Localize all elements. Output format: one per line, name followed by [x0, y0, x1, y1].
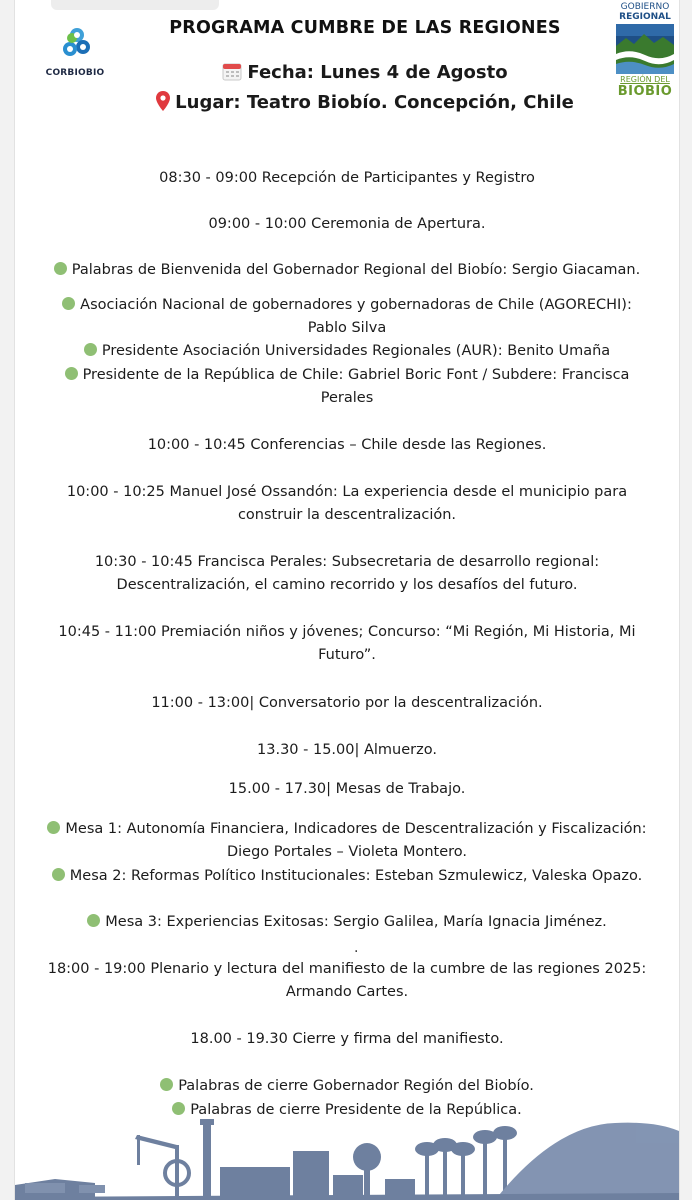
- gob-logo-line3: REGIÓN DEL: [620, 75, 670, 84]
- bullet-icon: [84, 343, 97, 356]
- work-table-3: Mesa 3: Experiencias Exitosas: Sergio Galilea, María Ignacia Jiménez.: [105, 914, 607, 930]
- event-place-text: Lugar: Teatro Biobío. Concepción, Chile: [175, 92, 574, 113]
- gob-logo-line1: GOBIERNO: [620, 2, 670, 12]
- program-page: [14, 0, 680, 1200]
- gobierno-regional-logo: [613, 2, 677, 102]
- program-item-talk-2: 10:30 - 10:45 Francisca Perales: Subsecretaria de desarrollo regional: Descentralización, el camino recorrido y los desafíos del futuro.: [94, 554, 600, 593]
- bullet-icon: [160, 1078, 173, 1091]
- program-item-talk-1: 10:00 - 10:25 Manuel José Ossandón: La experiencia desde el municipio para construir la descentralización.: [66, 484, 628, 523]
- program-item-conferences: 10:00 - 10:45 Conferencias – Chile desde las Regiones.: [147, 437, 547, 453]
- closing-speaker-1: Palabras de cierre Gobernador Región del Biobío.: [178, 1078, 534, 1094]
- list-item: [47, 364, 647, 410]
- bullet-icon: [54, 262, 67, 275]
- list-item: [47, 259, 647, 282]
- corbiobio-mark-icon: [57, 26, 93, 64]
- opening-speaker-2: Asociación Nacional de gobernadores y gobernadoras de Chile (AGORECHI): Pablo Silva: [80, 297, 632, 336]
- list-item: [47, 911, 647, 934]
- program-item-awards: 10:45 - 11:00 Premiación niños y jóvenes; Concurso: “Mi Región, Mi Historia, Mi Futuro”.: [58, 624, 636, 663]
- city-skyline-illustration: [15, 1105, 679, 1200]
- closing-speaker-2: Palabras de cierre Presidente de la República.: [190, 1102, 522, 1118]
- event-place: [123, 91, 607, 113]
- location-pin-icon: [156, 91, 170, 111]
- list-item: [47, 818, 647, 864]
- page-title: PROGRAMA CUMBRE DE LAS REGIONES: [169, 18, 561, 38]
- bullet-icon: [87, 914, 100, 927]
- event-date-text: Fecha: Lunes 4 de Agosto: [247, 62, 508, 83]
- program-item-opening: 09:00 - 10:00 Ceremonia de Apertura.: [208, 216, 486, 232]
- top-bar: [51, 0, 219, 10]
- gob-regional-emblem-icon: [616, 24, 674, 74]
- list-item: [47, 340, 647, 363]
- opening-speaker-4: Presidente de la República de Chile: Gabriel Boric Font / Subdere: Francisca Perales: [82, 367, 630, 406]
- bullet-icon: [47, 821, 60, 834]
- program-item-conversatorio: 11:00 - 13:00| Conversatorio por la descentralización.: [151, 695, 543, 711]
- separator-dot: .: [354, 940, 359, 956]
- bullet-icon: [62, 297, 75, 310]
- work-table-1: Mesa 1: Autonomía Financiera, Indicadores de Descentralización y Fiscalización: Diego Portales – Violeta Montero.: [65, 821, 647, 860]
- program-item-closing: 18.00 - 19.30 Cierre y firma del manifiesto.: [190, 1031, 504, 1047]
- opening-speaker-3: Presidente Asociación Universidades Regionales (AUR): Benito Umaña: [101, 343, 611, 359]
- list-item: [47, 865, 647, 888]
- program-item-plenary: 18:00 - 19:00 Plenario y lectura del manifiesto de la cumbre de las regiones 2025: Armando Cartes.: [47, 961, 647, 1000]
- corbiobio-text: CORBIOBIO: [45, 68, 105, 78]
- list-item: [47, 294, 647, 340]
- work-table-2: Mesa 2: Reformas Político Institucionales: Esteban Szmulewicz, Valeska Opazo.: [69, 868, 643, 884]
- gob-logo-line2: REGIONAL: [619, 12, 671, 22]
- event-date: [123, 61, 607, 83]
- list-item: [47, 1075, 647, 1098]
- program-item-reception: 08:30 - 09:00 Recepción de Participantes y Registro: [159, 170, 535, 186]
- program-item-work-tables: 15.00 - 17.30| Mesas de Trabajo.: [228, 781, 466, 797]
- calendar-icon: [222, 61, 242, 81]
- program-item-lunch: 13.30 - 15.00| Almuerzo.: [257, 742, 437, 758]
- bullet-icon: [65, 367, 78, 380]
- bullet-icon: [52, 868, 65, 881]
- opening-speaker-1: Palabras de Bienvenida del Gobernador Regional del Biobío: Sergio Giacaman.: [71, 262, 641, 278]
- gob-logo-line4: BIOBÍO: [617, 84, 673, 99]
